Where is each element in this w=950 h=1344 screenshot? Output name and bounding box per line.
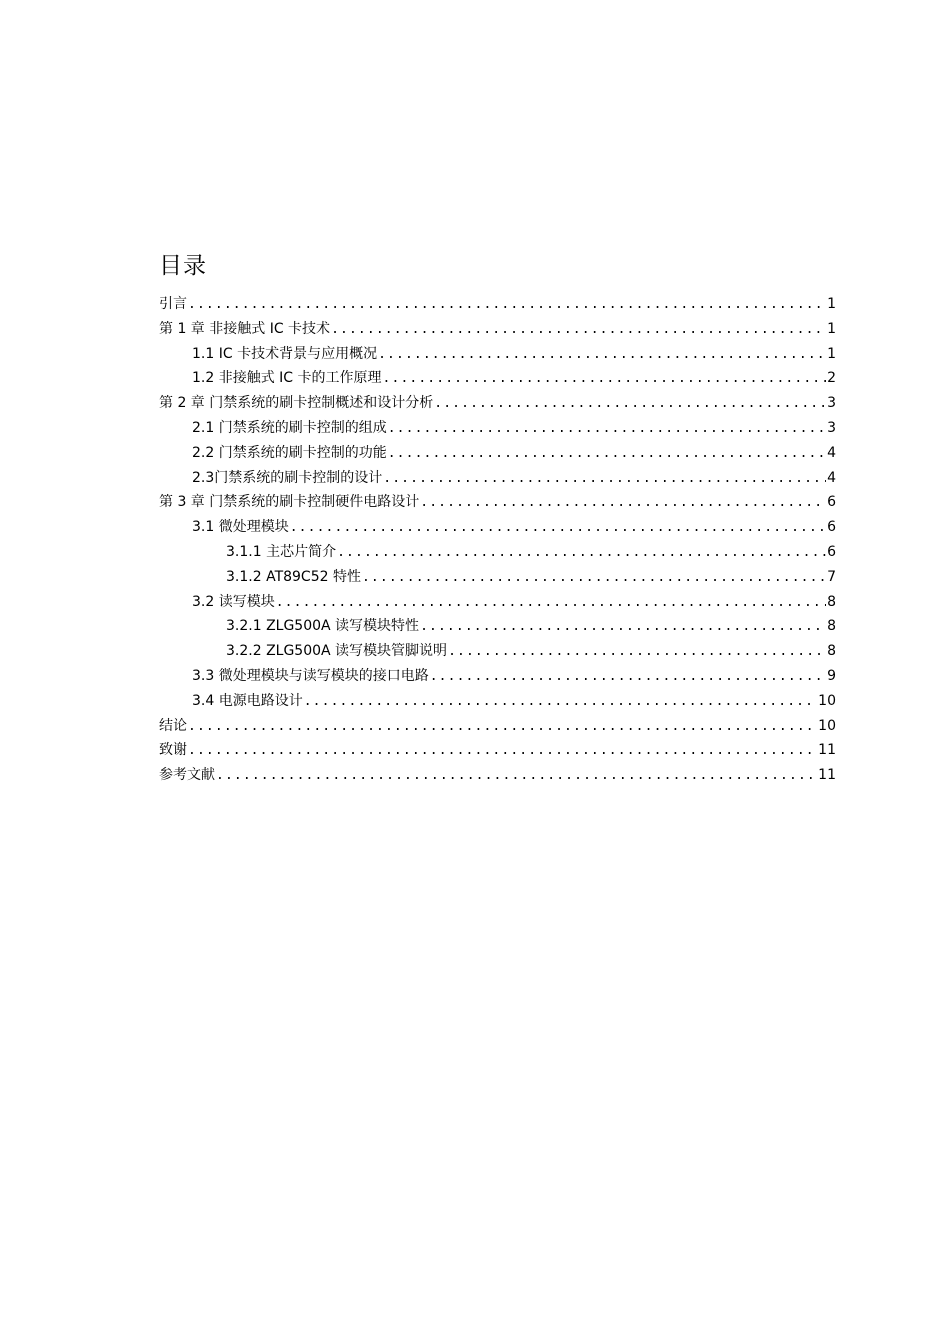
toc-entry-label: 1.1 IC 卡技术背景与应用概况 [192,345,378,362]
toc-entry-page-number: 6 [827,543,836,560]
toc-entry-page-number: 11 [818,767,836,784]
toc-dot-leader [430,665,826,690]
toc-entry[interactable] [159,292,836,317]
toc-dot-leader [388,417,826,442]
toc-entry-label: 3.2.2 ZLG500A 读写模块管脚说明 [226,643,448,660]
toc-entry[interactable] [159,441,836,466]
toc-entry[interactable] [159,590,836,615]
toc-entry-page-number: 4 [827,469,836,486]
toc-dot-leader [188,715,817,740]
toc-dot-leader [188,293,826,318]
toc-entry[interactable] [159,614,836,639]
toc-entry-page-number: 8 [827,593,836,610]
toc-dot-leader [331,318,826,343]
toc-entry-page-number: 6 [827,494,836,511]
toc-entry-label: 引言 [159,296,187,312]
toc-entry[interactable] [159,366,836,391]
toc-entry[interactable] [159,416,836,441]
toc-dot-leader [362,566,826,591]
toc-entry-page-number: 8 [827,643,836,660]
toc-entry-label: 3.1.1 主芯片简介 [226,543,337,560]
toc-entry[interactable] [159,689,836,714]
toc-entry[interactable] [159,490,836,515]
toc-entry[interactable] [159,763,836,788]
toc-entry[interactable] [159,515,836,540]
toc-entry[interactable] [159,466,836,491]
toc-dot-leader [388,442,826,467]
toc-dot-leader [188,739,817,764]
toc-entry-page-number: 10 [818,717,836,734]
toc-entry-label: 1.2 非接触式 IC 卡的工作原理 [192,370,382,387]
toc-entry-label: 结论 [159,717,187,734]
toc-entry[interactable] [159,342,836,367]
toc-entry[interactable] [159,639,836,664]
toc-entry-page-number: 2 [827,370,836,387]
toc-dot-leader [420,615,826,640]
toc-dot-leader [304,690,817,715]
toc-entry[interactable] [159,738,836,763]
toc-dot-leader [383,467,826,492]
toc-entry-page-number: 1 [827,345,836,362]
toc-entry-page-number: 9 [827,667,836,684]
toc-entry-label: 致谢 [159,742,187,759]
toc-entry-label: 第 2 章 门禁系统的刷卡控制概述和设计分析 [159,395,434,412]
toc-entry-label: 3.2.1 ZLG500A 读写模块特性 [226,618,420,635]
toc-entry-label: 3.4 电源电路设计 [192,692,303,709]
toc-dot-leader [420,491,826,516]
toc-entry-page-number: 3 [827,419,836,436]
toc-entry[interactable] [159,540,836,565]
toc-title: 目录 [159,253,207,279]
toc-entry-label: 2.3门禁系统的刷卡控制的设计 [192,469,383,486]
toc-entry[interactable] [159,317,836,342]
toc-dot-leader [290,516,826,541]
toc-entry-label: 3.1.2 AT89C52 特性 [226,568,361,585]
toc-entry-page-number: 6 [827,519,836,536]
toc-dot-leader [337,541,826,566]
toc-entry-label: 第 1 章 非接触式 IC 卡技术 [159,320,331,337]
toc-entry-page-number: 10 [818,692,836,709]
toc-dot-leader [434,392,826,417]
toc-entry-label: 参考文献 [159,767,215,784]
toc-entry-page-number: 4 [827,444,836,461]
table-of-contents [159,292,836,788]
toc-entry-label: 3.1 微处理模块 [192,519,289,536]
toc-entry-label: 3.3 微处理模块与读写模块的接口电路 [192,667,429,684]
toc-entry-label: 第 3 章 门禁系统的刷卡控制硬件电路设计 [159,494,420,511]
toc-entry[interactable] [159,664,836,689]
toc-dot-leader [276,591,826,616]
toc-dot-leader [383,367,827,392]
toc-dot-leader [216,764,817,789]
toc-entry-label: 2.1 门禁系统的刷卡控制的组成 [192,419,387,436]
toc-entry-page-number: 1 [827,320,836,337]
toc-dot-leader [448,640,826,665]
toc-entry-label: 2.2 门禁系统的刷卡控制的功能 [192,444,387,461]
toc-entry-label: 3.2 读写模块 [192,593,275,610]
toc-entry[interactable] [159,714,836,739]
toc-entry[interactable] [159,565,836,590]
toc-entry-page-number: 8 [827,618,836,635]
toc-dot-leader [378,343,826,368]
toc-entry-page-number: 1 [827,296,836,312]
toc-entry-page-number: 11 [818,742,836,759]
toc-entry[interactable] [159,391,836,416]
toc-entry-page-number: 3 [827,395,836,412]
toc-entry-page-number: 7 [827,568,836,585]
